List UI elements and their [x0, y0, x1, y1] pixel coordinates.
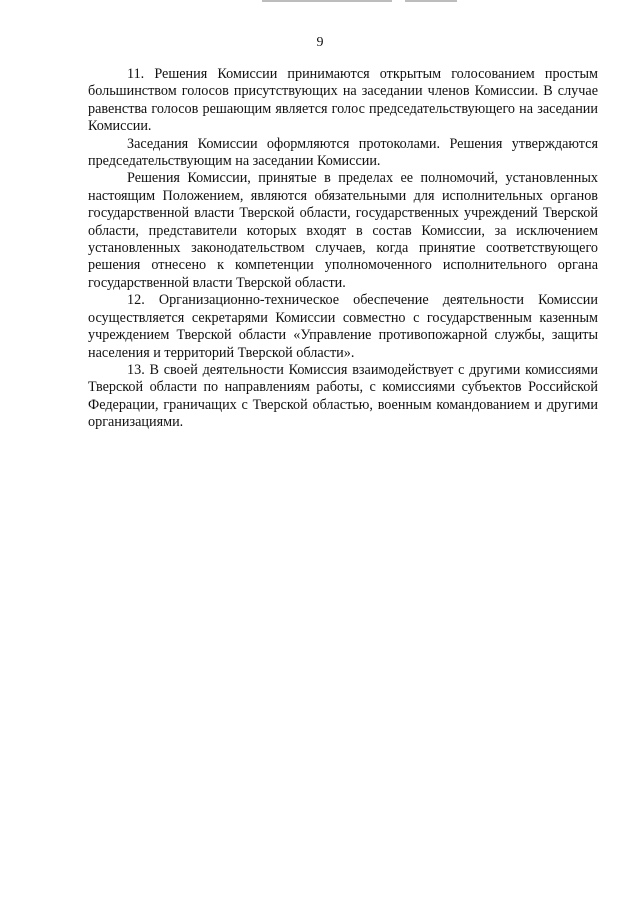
paragraph-meetings-protocols: Заседания Комиссии оформляются протоколами. Решения утверждаются председательствующим на заседании Комиссии. — [88, 135, 598, 170]
scan-edge-mark — [405, 0, 457, 2]
page-number: 9 — [316, 35, 324, 50]
paragraph-13: 13. В своей деятельности Комиссия взаимодействует с другими комиссиями Тверской области по направлениям работы, с комиссиями субъектов Российской Федерации, граничащих с Тверской областью, военным командованием и другими организациями. — [88, 361, 598, 431]
document-body — [88, 66, 598, 432]
paragraph-11: 11. Решения Комиссии принимаются открытым голосованием простым большинством голосов присутствующих на заседании членов Комиссии. В случае равенства голосов решающим является голос председательствующего на заседании Комиссии. — [88, 66, 598, 135]
scan-edge-mark — [262, 0, 392, 2]
paragraph-12: 12. Организационно-техническое обеспечение деятельности Комиссии осуществляется секретарями Комиссии совместно с государственным казенным учреждением Тверской области «Управление противопожарной службы, защиты населения и территорий Тверской области». — [88, 292, 598, 361]
paragraph-decisions-binding: Решения Комиссии, принятые в пределах ее полномочий, установленных настоящим Положением, являются обязательными для исполнительных органов государственной власти Тверской области, государственных учреждений Тверской области, представители которых входят в состав Комиссии, за исключением установленных законодательством случаев, когда принятие соответствующего решения отнесено к компетенции уполномоченного исполнительного органа государственной власти Тверской области. — [88, 170, 598, 291]
